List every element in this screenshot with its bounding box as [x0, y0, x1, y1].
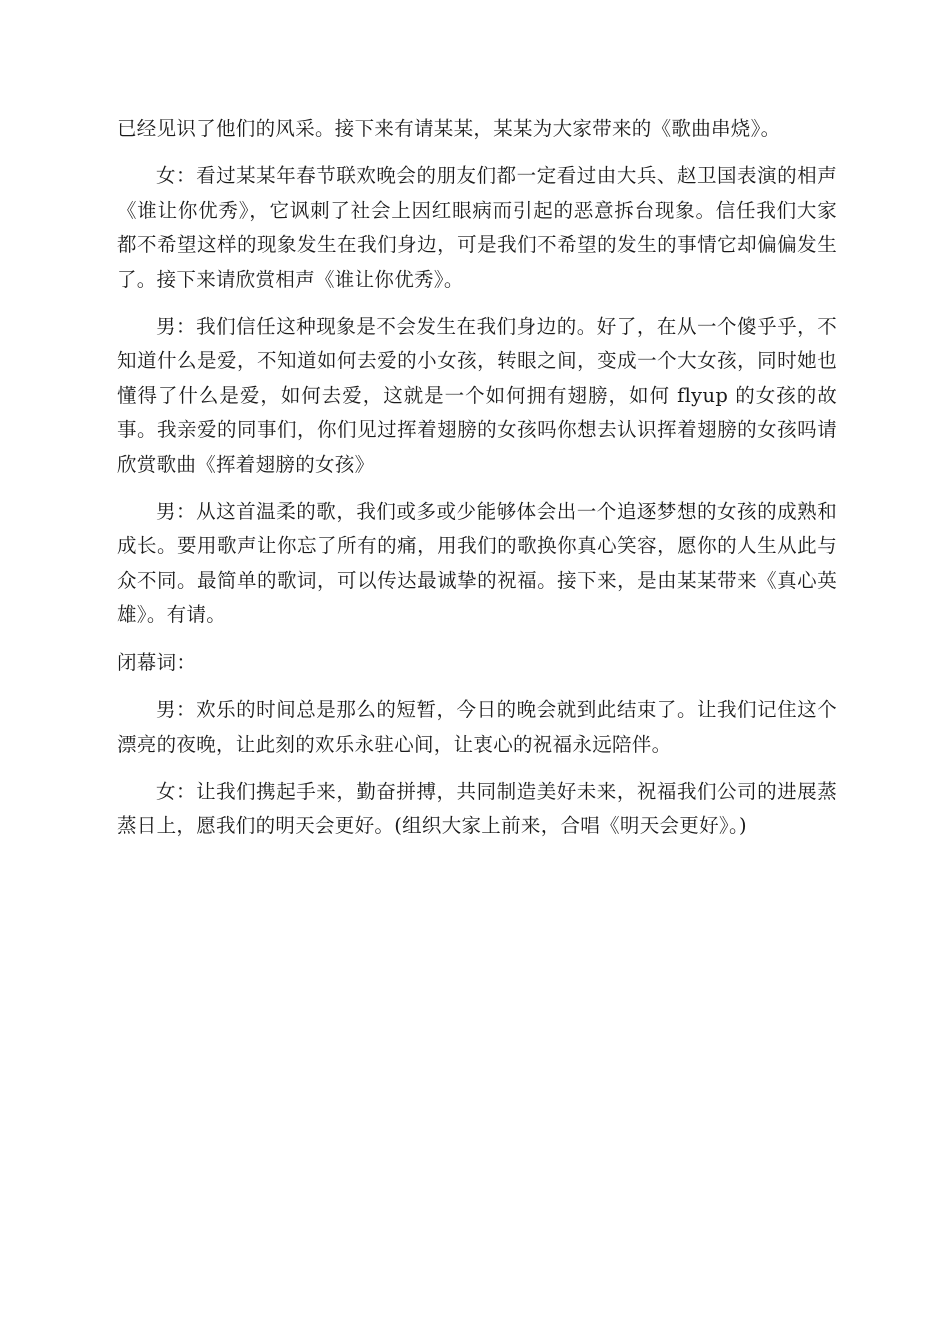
- paragraph-female-crosstalk-intro: 女：看过某某年春节联欢晚会的朋友们都一定看过由大兵、赵卫国表演的相声《谁让你优秀》，它讽刺了社会上因红眼病而引起的恶意拆台现象。信任我们大家都不希望这样的现象发生在我们身边，可是我们不希望的发生的事情它却偏偏发生了。接下来请欣赏相声《谁让你优秀》。: [117, 164, 837, 291]
- paragraph-male-true-hero-intro: 男：从这首温柔的歌，我们或多或少能够体会出一个追逐梦想的女孩的成熟和成长。要用歌声让你忘了所有的痛，用我们的歌换你真心笑容，愿你的人生从此与众不同。最简单的歌词，可以传达最诚挚的祝福。接下来，是由某某带来《真心英雄》。有请。: [117, 500, 837, 627]
- paragraph-continuation: 已经见识了他们的风采。接下来有请某某，某某为大家带来的《歌曲串烧》。: [117, 117, 781, 140]
- paragraph-male-song-intro: 男：我们信任这种现象是不会发生在我们身边的。好了，在从一个傻乎乎，不知道什么是爱，不知道如何去爱的小女孩，转眼之间，变成一个大女孩，同时她也懂得了什么是爱，如何去爱，这就是一个如何拥有翅膀，如何 flyup 的女孩的故事。我亲爱的同事们，你们见过挥着翅膀的女孩吗你想去认识挥着翅膀的女孩吗请欣赏歌曲《挥着翅膀的女孩》: [117, 315, 837, 476]
- document-body: [117, 112, 837, 857]
- closing-remarks-heading: 闭幕词：: [117, 650, 197, 674]
- paragraph-male-closing: 男：欢乐的时间总是那么的短暂，今日的晚会就到此结束了。让我们记住这个漂亮的夜晚，让此刻的欢乐永驻心间，让衷心的祝福永远陪伴。: [117, 698, 837, 756]
- paragraph-female-closing: 女：让我们携起手来，勤奋拼搏，共同制造美好未来，祝福我们公司的进展蒸蒸日上，愿我们的明天会更好。(组织大家上前来，合唱《明天会更好》。): [117, 779, 837, 838]
